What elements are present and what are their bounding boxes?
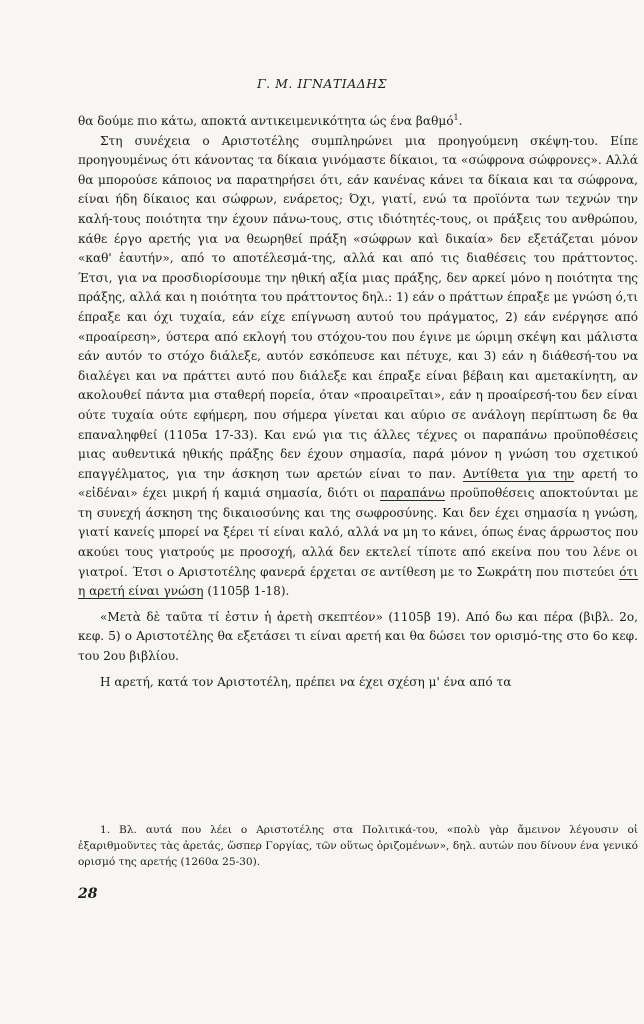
paragraph-3: «Μετὰ δὲ ταῦτα τί ἐστιν ἡ ἀρετὴ σκεπτέον» (1105β 19). Από δω και πέρα (βιβλ. 2ο, κεφ. 5) ο Αριστοτέλης θα εξετάσει τι είναι αρετή και θα δώσει τον ορισμό-της στο 6ο κεφ. του 2ου βιβλίου. xyxy=(78,609,638,664)
paragraph-2-text-a: Στη συνέχεια ο Αριστοτέλης συμπληρώνει μια προηγούμενη σκέψη-του. Είπε προηγουμένως ότι κάνοντας τα δίκαια γινόμαστε δίκαιοι, τα «σώφρονα σώφρονες». Αλλά θα μπορούσε κάποιος να παρατηρήσει ότι, εάν κανένας κάνει τα δίκαια και τα σώφρονα, είναι ήδη δίκαιος και σώφρων, ενάρετος; Όχι, γιατί, ενώ τα προϊόντα των τεχνών την καλή-τους ποιότητα την έχουν πάνω-τους, στις ιδιότητές-τους, οι πράξεις του ανθρώπου, κάθε έργο αρετής για να θεωρηθεί πράξη «σώφρων καὶ δικαία» δεν εξετάζεται μόνον «καθ' ἑαυτήν», από το αποτέλεσμά-της, αλλά και από τις διαθέσεις του πράττοντος. Έτσι, για να προσδιορίσουμε την ηθική αξία μιας πράξης, δεν αρκεί μόνο η ποιότητα της πράξης, αλλά και η ποιότητα του πράττοντος δηλ.: 1) εάν ο πράττων έπραξε με γνώση ό,τι έπραξε και όχι τυχαία, εάν είχε επίγνωση αυτού του πράγματος, 2) εάν ενέργησε από «προαίρεση», ύστερα από εκλογή του στόχου-του που έγινε με ώριμη σκέψη και μάλιστα εάν αυτόν το στόχο διάλεξε, αυτόν εσκόπευσε και πέτυχε, και 3) εάν η διάθεσή-του να διαλέγει και να πράττει αυτό που διάλεξε και έπραξε είναι βέβαιη και αμετακίνητη, αν ακολουθεί πάντα μια σταθερή πορεία, όταν «προαιρεῖται», εάν η προαίρεσή-του δεν είναι ούτε τυχαία ούτε εφήμερη, που σήμερα γίνεται και αύριο σε ανάλογη περίπτωση δε θα επαναληφθεί (1105α 17-33). Και ενώ για τις άλλες τέχνες οι παραπάνω προϋποθέσεις μιας αυθεντικά ηθικής πράξης δεν έχουν σημασία, παρά μόνον η γνώση του σχετικού επαγγέλματος, για την άσκηση των αρετών είναι το παν. xyxy=(78,133,638,481)
paragraph-2-text-d: (1105β 1-18). xyxy=(203,584,290,599)
paragraph-2 xyxy=(78,132,638,602)
running-head: Γ. Μ. ΙΓΝΑΤΙΑΔΗΣ xyxy=(256,76,387,91)
underlined-phrase-3: ότι η αρετή είναι γνώση xyxy=(78,564,638,599)
paragraph-4: Η αρετή, κατά τον Αριστοτέλη, πρέπει να έχει σχέση μ' ένα από τα xyxy=(100,674,512,689)
paragraph-2-text-b: αρετή το «εἰδέναι» έχει μικρή ή καμιά σημασία, διότι οι xyxy=(78,466,638,501)
paragraph-1-text: θα δούμε πιο κάτω, αποκτά αντικειμενικότητα ώς ένα βαθμό xyxy=(78,114,454,128)
body-text xyxy=(78,112,638,692)
paragraph-2-text-c: προϋποθέσεις αποκτούνται με τη συνεχή άσκηση της δικαιοσύνης και της σωφροσύνης. Και δεν έχει σημασία η γνώση, γιατί κανείς μπορεί να ξέρει τί είναι καλό, αλλά να μη το κάνει, όπως ένας άρρωστος που ακούει τους γιατρούς με προσοχή, αλλά δεν εκτελεί τίποτε από εκείνα που του λένε οι γιατροί. Έτσι ο Αριστοτέλης φανερά έρχεται σε αντίθεση με το Σωκράτη που πιστεύει xyxy=(78,486,638,579)
footnote xyxy=(78,822,638,870)
underlined-phrase-2: παραπάνω xyxy=(380,486,445,501)
paragraph-1 xyxy=(78,112,638,132)
footnote-text: 1. Βλ. αυτά που λέει ο Αριστοτέλης στα Πολιτικά-του, «πολὺ γὰρ ἄμεινον λέγουσιν οἱ ἐξαριθμοῦντες τὰς ἀρετάς, ὥσπερ Γοργίας, τῶν οὕτως ὁριζομένων», δηλ. αυτών που δίνουν ένα γενικό ορισμό της αρετής (1260α 25-30). xyxy=(78,824,638,868)
paragraph-1-end: . xyxy=(458,114,463,128)
footnote-marker: 1 xyxy=(453,112,459,122)
underlined-phrase-1: Αντίθετα για την xyxy=(462,466,575,481)
page-number: 28 xyxy=(78,886,98,902)
